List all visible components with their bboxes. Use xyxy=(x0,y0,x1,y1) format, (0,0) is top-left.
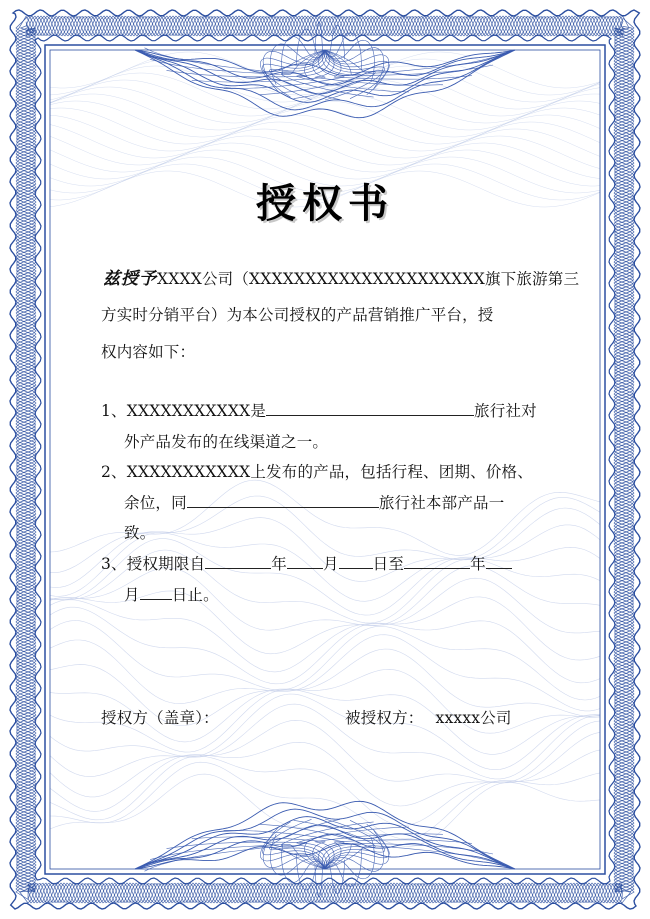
grantee-label: 被授权方： xyxy=(345,709,424,727)
background-wave-top xyxy=(50,101,600,137)
background-wave xyxy=(50,750,600,826)
item-3-end: 日止。 xyxy=(171,586,219,604)
rosette-strand xyxy=(325,820,389,869)
intro-line-1-text: XXXX公司（XXXXXXXXXXXXXXXXXXXXX旗下旅游第三 xyxy=(157,270,580,288)
item-2-text-c: 旅行社本部产品一 xyxy=(378,494,505,512)
item-1-line-2: 外产品发布的在线渠道之一。 xyxy=(124,433,329,451)
item-3-year-2: 年 xyxy=(470,555,486,573)
fill-blank-agency-1 xyxy=(266,401,474,416)
item-3-line-2 xyxy=(124,583,219,605)
top-rosette-ornament xyxy=(135,22,515,118)
fill-blank-start-month xyxy=(287,554,323,569)
rosette-strand xyxy=(325,839,374,879)
item-1-line-1 xyxy=(101,399,537,421)
background-wave xyxy=(50,607,600,684)
background-wave xyxy=(50,720,600,797)
fill-blank-end-month xyxy=(486,554,512,569)
item-3-line-1 xyxy=(101,552,512,574)
intro-line-1 xyxy=(103,264,579,289)
rosette-strand xyxy=(282,37,325,76)
background-wave xyxy=(50,597,600,672)
background-wave-top xyxy=(50,122,600,158)
fill-blank-end-year xyxy=(404,554,470,569)
fill-blank-start-day xyxy=(339,554,373,569)
item-3-day-1: 日至 xyxy=(372,555,405,573)
intro-lead: 兹授予 xyxy=(103,269,157,289)
rosette-strand xyxy=(282,843,325,882)
item-1-text-a: 1、XXXXXXXXXXX是 xyxy=(101,402,267,420)
background-wave-top xyxy=(50,108,600,144)
item-3-month-1: 月 xyxy=(322,555,339,573)
item-2-line-1: 2、XXXXXXXXXXX上发布的产品，包括行程、团期、价格、 xyxy=(101,463,533,481)
item-2-line-2 xyxy=(124,491,504,513)
item-3-year-1: 年 xyxy=(271,555,287,573)
background-wave-top xyxy=(50,129,600,165)
background-wave xyxy=(50,635,600,711)
fill-blank-start-year xyxy=(205,554,271,569)
document-title: 授权书 xyxy=(256,180,394,227)
item-3-text-a: 3、授权期限自 xyxy=(101,555,206,573)
item-2-text-b: 余位，同 xyxy=(124,494,187,512)
rosette-strand xyxy=(325,50,389,99)
item-1-text-b: 旅行社对 xyxy=(474,402,537,420)
background-wave xyxy=(50,621,600,701)
background-wave xyxy=(50,774,600,846)
grantee-signature xyxy=(345,706,512,728)
item-3-month-2: 月 xyxy=(124,586,140,604)
background-wave-top xyxy=(50,115,600,151)
fill-blank-end-day xyxy=(140,585,172,600)
grantee-value: xxxxx公司 xyxy=(435,709,512,727)
intro-line-2: 方实时分销平台）为本公司授权的产品营销推广平台，授 xyxy=(101,306,494,324)
background-wave-top xyxy=(50,94,600,130)
item-2-line-3: 致。 xyxy=(124,524,156,542)
grantor-label: 授权方（盖章）： xyxy=(101,709,219,727)
fill-blank-agency-2 xyxy=(187,493,379,508)
intro-line-3: 权内容如下： xyxy=(101,343,196,361)
background-wave-top xyxy=(50,136,600,172)
